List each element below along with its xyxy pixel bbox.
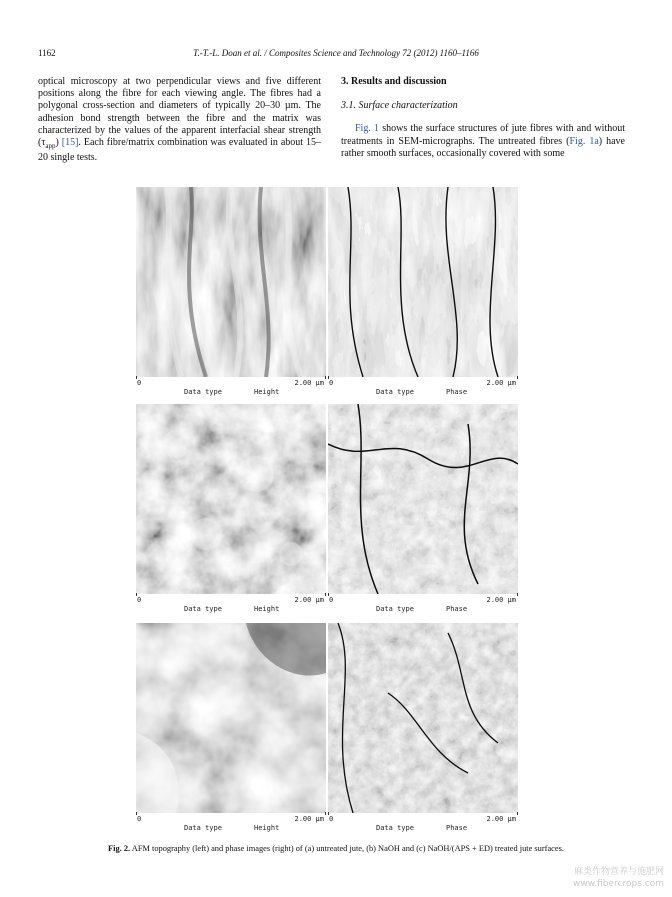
- axis-zero: 0: [329, 596, 334, 604]
- surface-paragraph: [341, 123, 625, 160]
- fig1a-link[interactable]: Fig. 1a: [569, 135, 599, 147]
- data-type-label: Data type: [376, 605, 414, 613]
- watermark-line1: 麻类作物营养与施肥网: [573, 867, 664, 877]
- afm-height-image-c: [136, 623, 326, 813]
- axis-end: 2.00 µm: [486, 596, 516, 604]
- para-text-b: ) have rather smooth surfaces, occasionally covered with some: [341, 135, 625, 159]
- afm-phase-image-c: [328, 623, 518, 813]
- data-type-value: Height: [254, 388, 280, 396]
- axis-end: 2.00 µm: [486, 815, 516, 823]
- afm-height-image-a: [136, 187, 326, 377]
- axis-end: 2.00 µm: [294, 379, 324, 387]
- left-text-part2: . Each fibre/matrix combination was evaluated in about 15–20 single tests.: [38, 137, 321, 164]
- data-type-label: Data type: [184, 605, 222, 613]
- page-number: 1162: [38, 48, 56, 58]
- axis-zero: 0: [137, 596, 142, 604]
- axis-end: 2.00 µm: [294, 596, 324, 604]
- axis-phase-b: [328, 596, 518, 620]
- afm-height-image-b: [136, 404, 326, 594]
- data-type-label: Data type: [376, 388, 414, 396]
- data-type-value: Phase: [446, 605, 468, 613]
- para-text-a: shows the surface structures of jute fibres with and without treatments in SEM-micrographs. The untreated fibres (: [341, 123, 625, 147]
- left-text-part1: optical microscopy at two perpendicular views and five different positions along the fibre for each viewing angle. The fibres had a polygonal cross-section and diameters of typically 20–30 µm. The adhesion bond strength between the fibre and the matrix was characterized by the values of the apparent interfacial shear strength (: [38, 76, 321, 149]
- tau-subscript: app: [45, 142, 56, 151]
- axis-height-c: [136, 815, 326, 839]
- axis-tick-end: [325, 376, 326, 379]
- subsection-title: 3.1. Surface characterization: [341, 100, 458, 112]
- data-type-value: Height: [254, 605, 280, 613]
- axis-phase-c: [328, 815, 518, 839]
- data-type-label: Data type: [184, 824, 222, 832]
- data-type-label: Data type: [376, 824, 414, 832]
- afm-phase-image-b: [328, 404, 518, 594]
- caption-label: Fig. 2.: [108, 844, 131, 853]
- axis-tick-end: [325, 593, 326, 596]
- watermark: [573, 866, 664, 890]
- axis-tick-end: [517, 376, 518, 379]
- left-column-text: [38, 76, 321, 164]
- axis-zero: 0: [137, 379, 142, 387]
- data-type-value: Phase: [446, 388, 468, 396]
- axis-tick-end: [517, 812, 518, 815]
- right-column-text: [341, 76, 625, 160]
- fig1-link[interactable]: Fig. 1: [355, 123, 380, 135]
- axis-zero: 0: [137, 815, 142, 823]
- data-type-label: Data type: [184, 388, 222, 396]
- axis-tick-end: [517, 593, 518, 596]
- axis-zero: 0: [329, 379, 334, 387]
- figure-caption: [38, 844, 634, 853]
- data-type-value: Height: [254, 824, 280, 832]
- running-head: T.-T.-L. Doan et al. / Composites Science and Technology 72 (2012) 1160–1166: [193, 48, 479, 58]
- axis-end: 2.00 µm: [294, 815, 324, 823]
- afm-phase-image-a: [328, 187, 518, 377]
- ref-15-link[interactable]: [15]: [61, 137, 79, 149]
- axis-tick-end: [325, 812, 326, 815]
- axis-zero: 0: [329, 815, 334, 823]
- watermark-line2: www.fibercrops.com: [573, 879, 664, 889]
- caption-text: AFM topography (left) and phase images (right) of (a) untreated jute, (b) NaOH and (c) NaOH/(APS + ED) treated jute surfaces.: [130, 844, 564, 853]
- data-type-value: Phase: [446, 824, 468, 832]
- axis-height-b: [136, 596, 326, 620]
- axis-phase-a: [328, 379, 518, 403]
- tau-symbol: τ: [41, 137, 46, 149]
- left-text-paren: ): [55, 137, 62, 149]
- running-header: [38, 48, 634, 64]
- section-title: 3. Results and discussion: [341, 76, 447, 87]
- axis-height-a: [136, 379, 326, 403]
- axis-end: 2.00 µm: [486, 379, 516, 387]
